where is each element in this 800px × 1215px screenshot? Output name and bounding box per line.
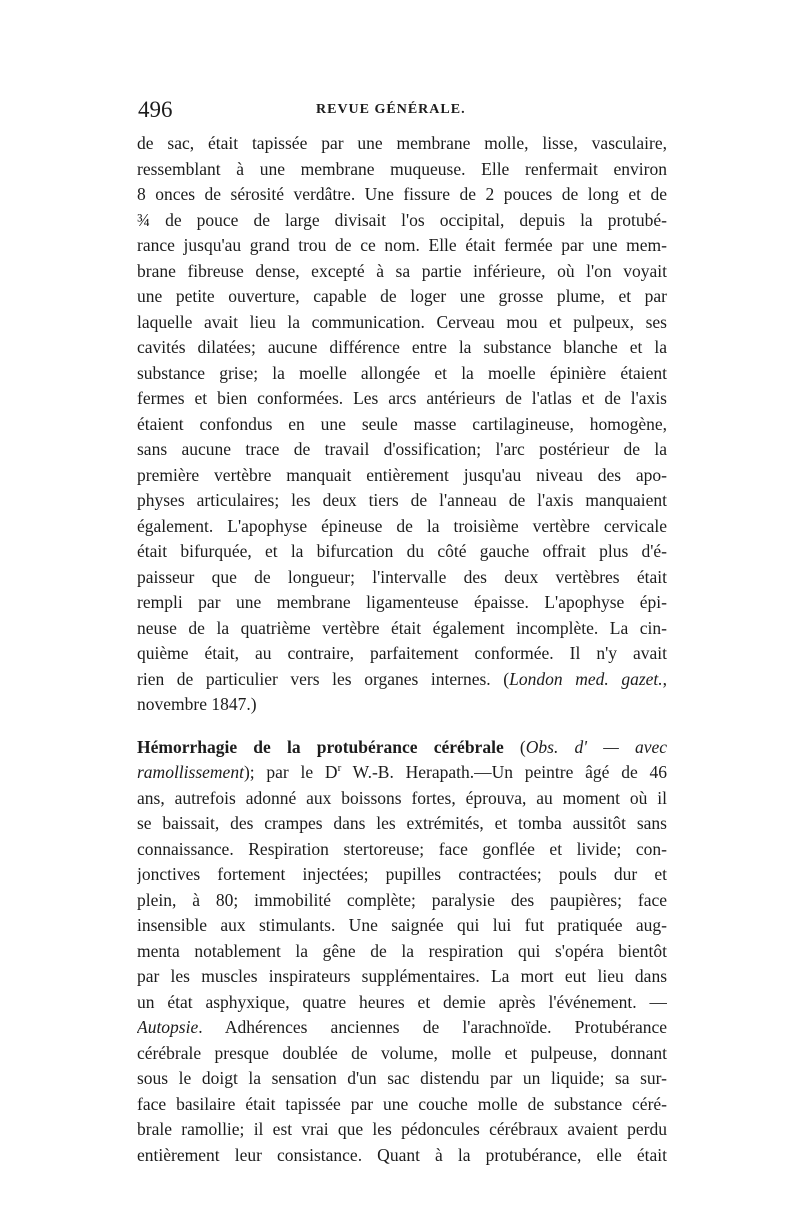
line-text: ); par le D bbox=[243, 762, 338, 782]
text-line: entièrement leur consistance. Quant à la protubérance, elle était bbox=[137, 1144, 667, 1165]
text-line: jonctives fortement injectées; pupilles contractées; pouls dur et bbox=[137, 864, 667, 884]
text-line: une petite ouverture, capable de loger une grosse plume, et par bbox=[137, 286, 667, 306]
text-line: ressemblant à une membrane muqueuse. Elle renfermait environ bbox=[137, 158, 667, 179]
text-line: insensible aux stimulants. Une saignée qui lui fut pratiquée aug- bbox=[137, 915, 667, 935]
text-line: novembre 1847.) bbox=[137, 694, 257, 714]
italic-term: ramollissement bbox=[137, 762, 244, 782]
text-line: cérébrale presque doublée de volume, molle et pulpeuse, donnant bbox=[137, 1042, 667, 1063]
text-line: sous le doigt la sensation d'un sac distendu par un liquide; sa sur- bbox=[137, 1068, 667, 1088]
text-line: ans, autrefois adonné aux boissons fortes, éprouva, au moment où il bbox=[137, 787, 667, 808]
text-line: paisseur que de longueur; l'intervalle des deux vertèbres était bbox=[137, 566, 667, 587]
text-line: neuse de la quatrième vertèbre était également incomplète. La cin- bbox=[137, 617, 667, 638]
text-line bbox=[137, 735, 667, 761]
line-text: W.-B. Herapath.—Un peintre âgé de 46 bbox=[341, 762, 667, 782]
paragraph-gap bbox=[137, 718, 667, 735]
text-line: un état asphyxique, quatre heures et demie après l'événement. — bbox=[137, 991, 667, 1012]
text-line bbox=[137, 760, 667, 786]
page-number: 496 bbox=[138, 97, 173, 122]
text-line: par les muscles inspirateurs supplémentaires. La mort eut lieu dans bbox=[137, 966, 667, 986]
text-line: première vertèbre manquait entièrement jusqu'au niveau des apo- bbox=[137, 464, 667, 485]
text-line: brale ramollie; il est vrai que les pédoncules cérébraux avaient perdu bbox=[137, 1119, 667, 1139]
text-line: brane fibreuse dense, excepté à sa partie inférieure, où l'on voyait bbox=[137, 260, 667, 281]
text-line: ¾ de pouce de large divisait l'os occipital, depuis la protubé- bbox=[137, 209, 667, 230]
text-line: cavités dilatées; aucune différence entre la substance blanche et la bbox=[137, 337, 667, 357]
text-line: substance grise; la moelle allongée et la moelle épinière étaient bbox=[137, 362, 667, 383]
text-line: face basilaire était tapissée par une couche molle de substance céré- bbox=[137, 1093, 667, 1114]
body-text bbox=[137, 131, 667, 1168]
running-title: REVUE GÉNÉRALE. bbox=[316, 102, 466, 117]
text-line: était bifurquée, et la bifurcation du côté gauche offrait plus d'é- bbox=[137, 541, 667, 561]
text-line: connaissance. Respiration stertoreuse; face gonflée et livide; con- bbox=[137, 838, 667, 859]
text-line bbox=[137, 1015, 667, 1041]
text-line: rance jusqu'au grand trou de ce nom. Elle était fermée par une mem- bbox=[137, 235, 667, 255]
text-line: rempli par une membrane ligamenteuse épaisse. L'apophyse épi- bbox=[137, 592, 667, 612]
text-line: également. L'apophyse épineuse de la troisième vertèbre cervicale bbox=[137, 515, 667, 536]
text-line: physes articulaires; les deux tiers de l'anneau de l'axis manquaient bbox=[137, 490, 667, 510]
article-heading: Hémorrhagie de la protubérance cérébrale bbox=[137, 736, 504, 757]
text-line: sans aucune trace de travail d'ossification; l'arc postérieur de la bbox=[137, 439, 667, 459]
text-line: de sac, était tapissée par une membrane molle, lisse, vasculaire, bbox=[137, 133, 667, 153]
text-line: quième était, au contraire, parfaitement conformée. Il n'y avait bbox=[137, 643, 667, 663]
text-line bbox=[137, 667, 667, 693]
text-line: fermes et bien conformées. Les arcs antérieurs de l'atlas et de l'axis bbox=[137, 388, 667, 408]
italic-term: Autopsie bbox=[137, 1017, 199, 1037]
line-text: , bbox=[662, 668, 667, 689]
text-line: étaient confondus en une seule masse cartilagineuse, homogène, bbox=[137, 413, 667, 434]
text-line: menta notablement la gêne de la respiration qui s'opéra bientôt bbox=[137, 940, 667, 961]
line-text: ( bbox=[503, 736, 526, 757]
superscript: r bbox=[337, 762, 342, 775]
citation-source: London med. gazet. bbox=[509, 668, 663, 689]
text-line: se baissait, des crampes dans les extrémités, et tomba aussitôt sans bbox=[137, 813, 667, 833]
running-head bbox=[138, 97, 666, 123]
line-text: rien de particulier vers les organes internes. ( bbox=[137, 668, 510, 689]
text-line: laquelle avait lieu la communication. Cerveau mou et pulpeux, ses bbox=[137, 311, 667, 332]
observation-ref: Obs. d' — avec bbox=[525, 736, 667, 757]
line-text: . Adhérences anciennes de l'arachnoïde. Protubérance bbox=[198, 1017, 667, 1037]
text-line: 8 onces de sérosité verdâtre. Une fissure de 2 pouces de long et de bbox=[137, 184, 667, 204]
text-line: plein, à 80; immobilité complète; paralysie des paupières; face bbox=[137, 889, 667, 910]
